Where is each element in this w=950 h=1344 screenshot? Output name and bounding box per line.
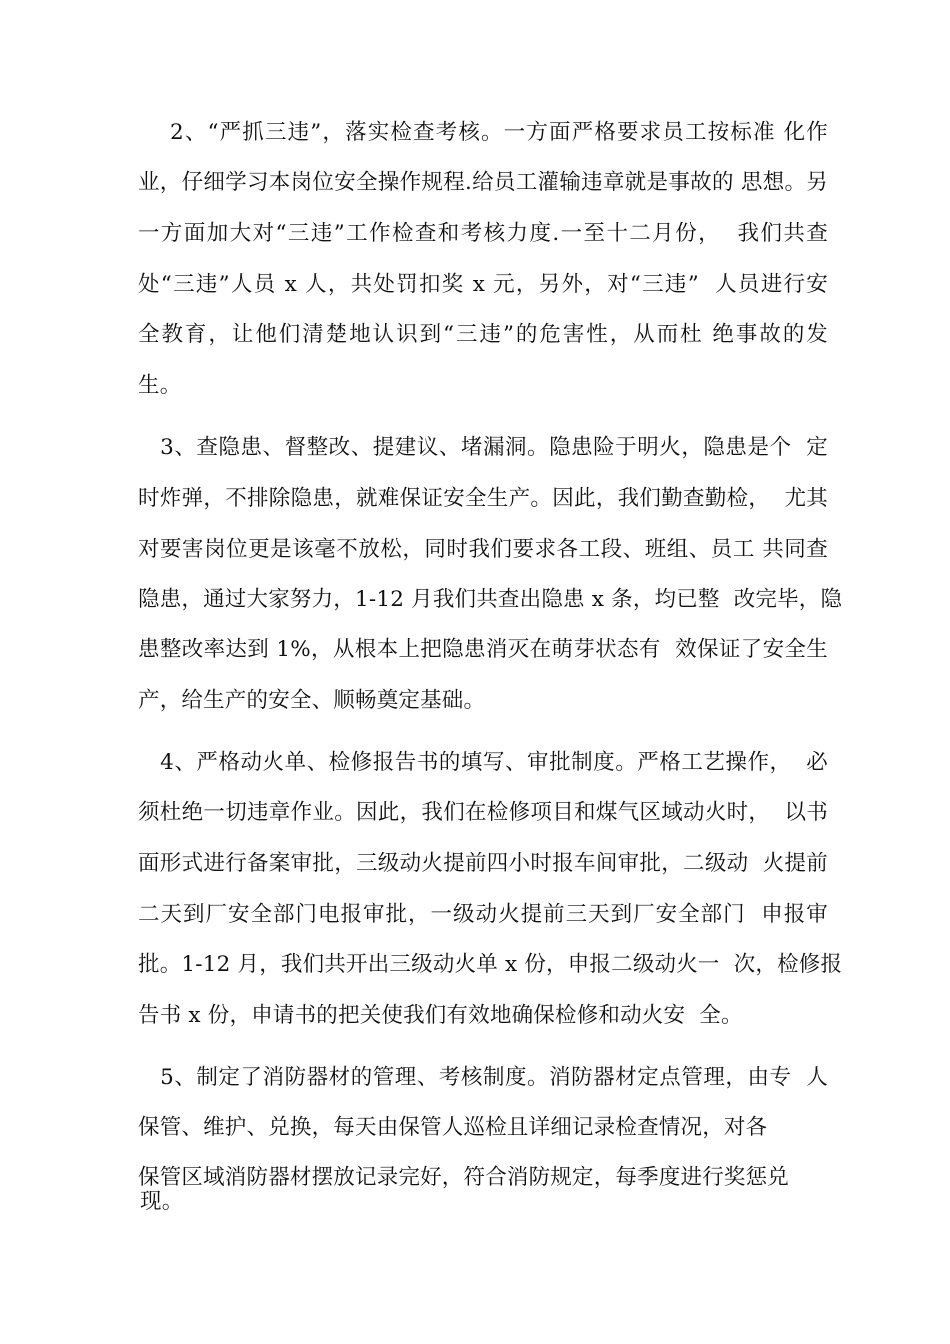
text-line: 2、“严抓三违”，落实检查考核。一方面严格要求员工按标准 化作 — [138, 120, 828, 145]
text-line: 一方面加大对“三违”工作检查和考核力度.一至十二月份， 我们共查 — [138, 221, 828, 246]
text-line: 患整改率达到 1%，从根本上把隐患消灭在萌芽状态有 效保证了安全生 — [138, 637, 828, 662]
text-line: 现。 — [140, 1189, 184, 1214]
text-line: 保管区域消防器材摆放记录完好，符合消防规定，每季度进行奖惩兑 — [138, 1165, 790, 1190]
text-line: 告书 x 份，申请书的把关使我们有效地确保检修和动火安 全。 — [138, 1003, 743, 1028]
text-line: 3、查隐患、督整改、提建议、堵漏洞。隐患险于明火，隐患是个 定 — [138, 435, 828, 460]
text-line: 4、严格动火单、检修报告书的填写、审批制度。严格工艺操作， 必 — [138, 750, 828, 775]
text-line: 对要害岗位更是该毫不放松，同时我们要求各工段、班组、员工 共同查 — [138, 537, 828, 562]
text-line: 批。1-12 月，我们共开出三级动火单 x 份，申报二级动火一 次，检修报 — [138, 952, 843, 977]
text-line: 全教育，让他们清楚地认识到“三违”的危害性，从而杜 绝事故的发 — [138, 322, 828, 347]
text-line: 5、制定了消防器材的管理、考核制度。消防器材定点管理，由专 人 — [138, 1065, 828, 1090]
text-line: 产，给生产的安全、顺畅奠定基础。 — [138, 688, 486, 713]
text-line: 生。 — [138, 373, 182, 398]
text-line: 隐患，通过大家努力，1-12 月我们共查出隐患 x 条，均已整 改完毕，隐 — [138, 587, 843, 612]
text-line: 须杜绝一切违章作业。因此，我们在检修项目和煤气区域动火时， 以书 — [138, 800, 828, 825]
text-line: 二天到厂安全部门电报审批，一级动火提前三天到厂安全部门 申报审 — [138, 902, 828, 927]
text-line: 业，仔细学习本岗位安全操作规程.给员工灌输违章就是事故的 思想。另 — [138, 170, 828, 195]
text-line: 面形式进行备案审批，三级动火提前四小时报车间审批，二级动 火提前 — [138, 851, 828, 876]
text-line: 时炸弹，不排除隐患，就难保证安全生产。因此，我们勤查勤检， 尤其 — [138, 486, 828, 511]
text-line: 处“三违”人员 x 人，共处罚扣奖 x 元，另外，对“三违” 人员进行安 — [138, 272, 828, 297]
text-line: 保管、维护、兑换，每天由保管人巡检且详细记录检查情况，对各 — [138, 1115, 768, 1140]
